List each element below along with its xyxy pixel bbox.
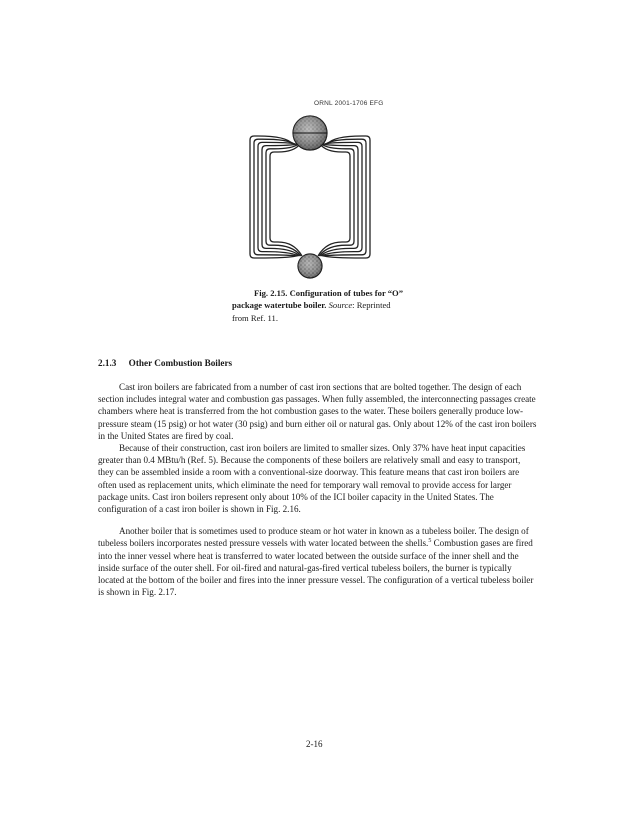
body-text [98, 381, 537, 598]
tube-right [319, 144, 354, 256]
steam-drum [293, 116, 327, 150]
tube-right [323, 139, 366, 256]
paragraph: Cast iron boilers are fabricated from a number of cast iron sections that are bolted together. The design of each section includes integral water and combustion gas passages. When fully assembled, the interconnecting passages create chambers where heat is transferred from the hot combustion gases to the water. These boilers generally produce low-pressure steam (15 psig) or hot water (30 psig) and burn either oil or natural gas. Only about 12% of the cast iron boilers in the United States are fired by coal. [98, 382, 537, 441]
mud-drum [298, 254, 322, 278]
tube-right [320, 144, 358, 256]
section-title: Other Combustion Boilers [128, 358, 233, 368]
tube-left [250, 136, 296, 258]
tube-right [318, 144, 350, 256]
tube-left [270, 144, 302, 256]
paragraph-text: Combustion gases are fired into the inner vessel where heat is transferred to water located between the outside surface of the inner shell and the inside surface of the outer shell. For oil-fired and natural-gas-fired vertical tubeless boilers, the burner is typically located at the bottom of the boiler and fires into the inner pressure vessel. The configuration of a vertical tubeless boiler is shown in Fig. 2.17. [98, 538, 534, 598]
caption-line-2-rest: : Reprinted [352, 300, 391, 311]
tube-left [266, 144, 301, 256]
figure-code: ORNL 2001-1706 EFG [314, 100, 384, 107]
paragraph-tubeless [98, 525, 537, 598]
caption-line-1: Fig. 2.15. Configuration of tubes for “O” [254, 288, 404, 298]
page-number: 2-16 [306, 739, 323, 749]
section-number: 2.1.3 [98, 358, 117, 368]
boiler-tube-diagram [240, 100, 380, 285]
tube-right [324, 136, 370, 258]
caption-bold-text: package watertube boiler. [232, 300, 327, 311]
paragraph-text: Another boiler that is sometimes used to produce steam or hot water in known as a tubeless boiler. The design of tubeless boilers incorporates nested pressure vessels with water located between the shells. [98, 526, 529, 549]
reference-superscript: 5 [428, 538, 432, 545]
figure-caption [232, 287, 432, 324]
paragraph: Because of their construction, cast iron boilers are limited to smaller sizes. Only 37% have heat input capacities greater than 0.4 MBtu/h (Ref. 5). Because the components of these boilers are relatively small and easy to transport, they can be assembled inside a room with a conventional-size doorway. This feature means that cast iron boilers are often used as replacement units, which eliminate the need for temporary wall removal to provide access for larger package units. Cast iron boilers represent only about 10% of the ICI boiler capacity in the United States. The configuration of a cast iron boiler is shown in Fig. 2.16. [98, 443, 526, 515]
tube-left [254, 139, 297, 256]
caption-source-label: Source [328, 300, 353, 311]
caption-line-2 [232, 299, 432, 311]
caption-line-3: from Ref. 11. [232, 312, 278, 323]
section-heading [98, 358, 232, 368]
tube-left [258, 142, 298, 256]
tube-left [262, 144, 300, 256]
tube-right [322, 142, 362, 256]
